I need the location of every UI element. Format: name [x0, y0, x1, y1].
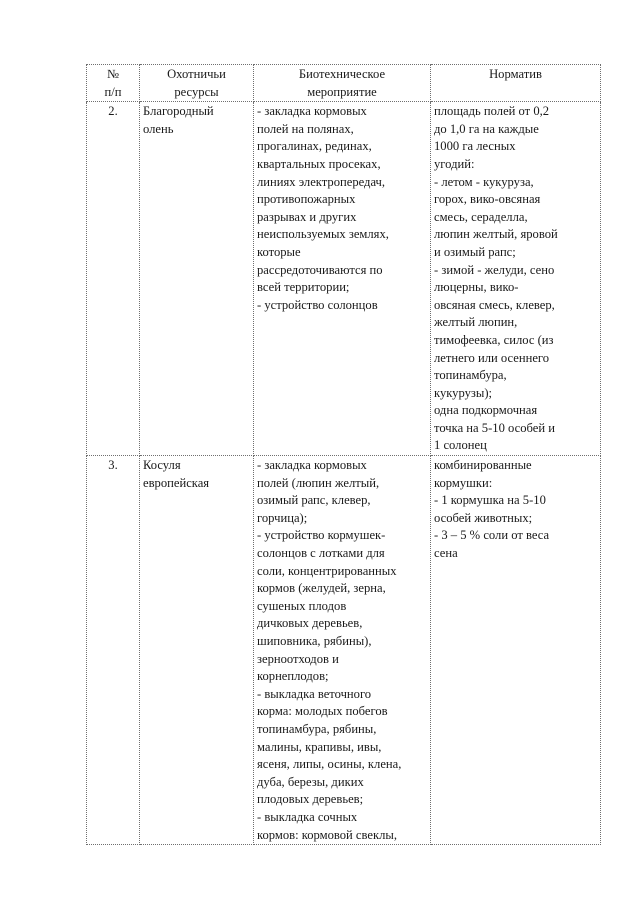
table-row	[87, 456, 601, 845]
header-number	[87, 65, 140, 102]
norm-cell	[431, 102, 601, 456]
resource-name: Косуля европейская	[143, 458, 210, 490]
header-resources-text: Охотничьи ресурсы	[167, 67, 226, 99]
measure-text: - закладка кормовых полей на полянах, прогалинах, рединах, квартальных просеках, линиях электропередач, противопожарных разрывах и других неиспользуемых землях, которые рассредоточиваются по всей территории; - устройство солонцов	[257, 104, 389, 312]
header-norm	[431, 65, 601, 102]
measure-text: - закладка кормовых полей (люпин желтый, озимый рапс, клевер, горчица); - устройство кормушек- солонцов с лотками для соли, концентрированных кормов (желудей, зерна, сушеных плодов дичковых деревьев, шиповника, рябины), зерноотходов и корнеплодов; - выкладка веточного корма: молодых побегов топинамбура, рябины, малины, крапивы, ивы, ясеня, липы, осины, клена, дуба, березы, диких плодовых деревьев; - выкладка сочных кормов: кормовой свеклы,	[257, 458, 402, 842]
norm-cell	[431, 456, 601, 845]
resource-name: Благородный олень	[143, 104, 214, 136]
header-measure-text: Биотехническое мероприятие	[298, 67, 386, 99]
resource-cell	[140, 456, 254, 845]
norm-text: площадь полей от 0,2 до 1,0 га на каждые 1000 га лесных угодий: - летом - кукуруза, горох, вико-овсяная смесь, сераделла, люпин желтый, яровой и озимый рапс; - зимой - желуди, сено люцерны, вико- овсяная смесь, клевер, желтый люпин, тимофеевка, силос (из летнего или осеннего топинамбура, кукурузы); одна подкормочная точка на 5-10 особей и 1 солонец	[434, 104, 558, 453]
header-measure	[254, 65, 431, 102]
row-number: 2.	[108, 104, 118, 119]
resource-cell	[140, 102, 254, 456]
table-row	[87, 102, 601, 456]
header-number-text: № п/п	[104, 67, 122, 99]
measure-cell	[254, 102, 431, 456]
hunting-resources-table	[86, 64, 601, 845]
norm-text: комбинированные кормушки: - 1 кормушка на 5-10 особей животных; - 3 – 5 % соли от веса сена	[434, 458, 550, 561]
row-number-cell	[87, 102, 140, 456]
table-header-row	[87, 65, 601, 102]
measure-cell	[254, 456, 431, 845]
row-number: 3.	[108, 458, 118, 473]
header-resources	[140, 65, 254, 102]
header-norm-text: Норматив	[489, 67, 542, 81]
row-number-cell	[87, 456, 140, 845]
